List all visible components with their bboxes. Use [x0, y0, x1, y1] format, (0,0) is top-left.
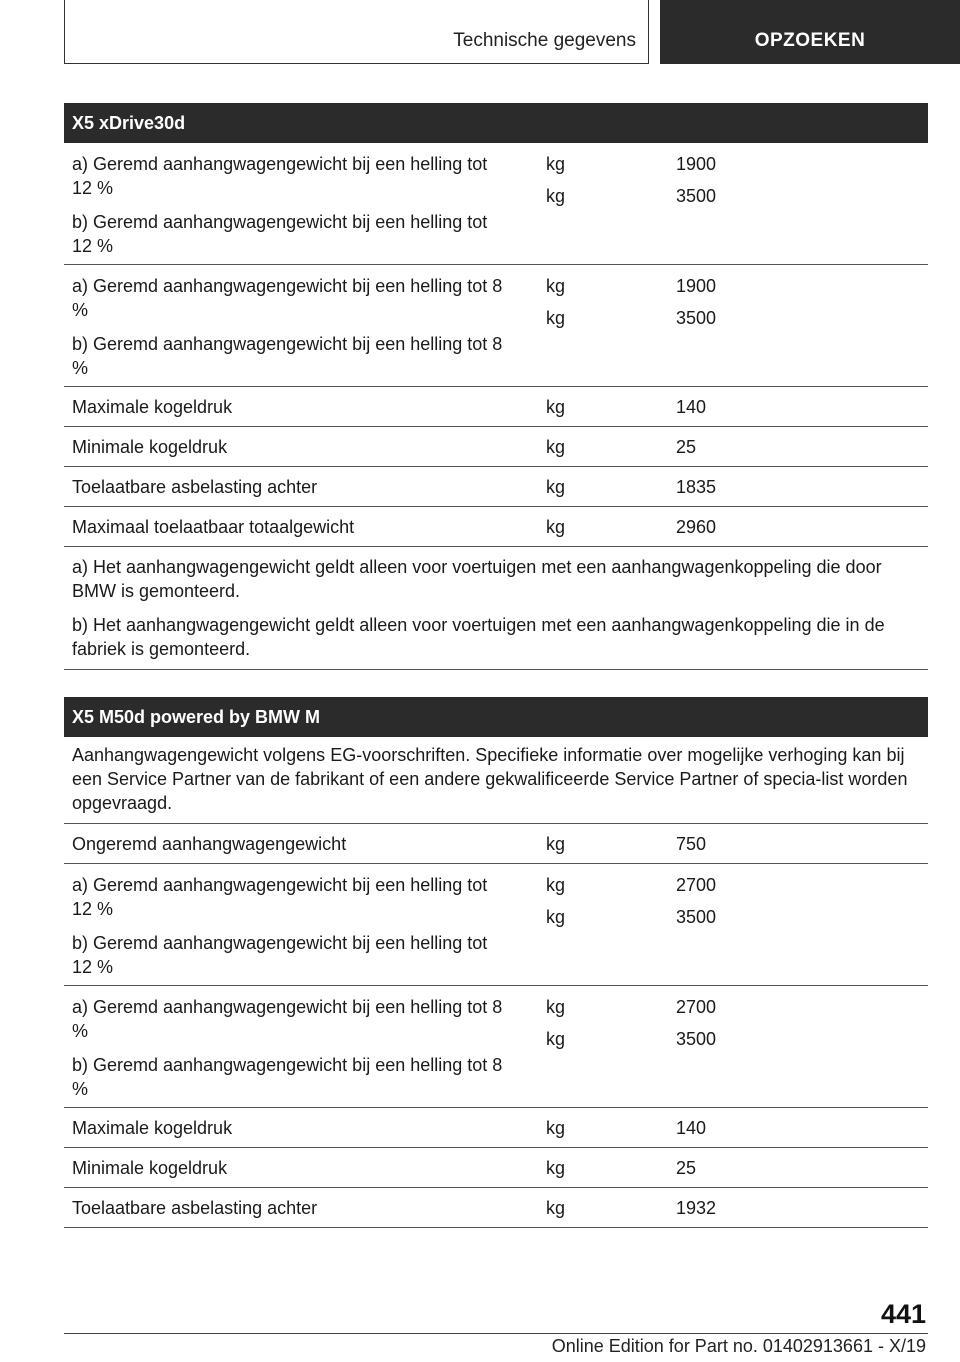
row-unit: kg	[546, 477, 566, 497]
value-a: 2700	[676, 875, 717, 895]
table-row	[64, 1148, 928, 1188]
value-a: 2700	[676, 997, 717, 1017]
row-value: 25	[676, 437, 697, 457]
row-label: Toelaatbare asbelasting achter	[72, 1198, 318, 1218]
row-unit: kg	[546, 517, 566, 537]
row-label: Maximaal toelaatbaar totaalgewicht	[72, 517, 355, 537]
row-label-a: a) Geremd aanhangwagengewicht bij een helling tot 12 %	[72, 875, 488, 919]
row-value: 750	[676, 834, 707, 854]
table-row	[64, 265, 928, 387]
section-title: Technische gegevens	[453, 30, 636, 51]
row-label: Minimale kogeldruk	[72, 1158, 228, 1178]
page-number: 441	[880, 1299, 926, 1329]
table-row	[64, 1108, 928, 1148]
footnotes	[64, 547, 928, 670]
row-value: 140	[676, 1118, 707, 1138]
row-value: 1932	[676, 1198, 717, 1218]
row-unit: kg	[546, 1118, 566, 1138]
row-label-b: b) Geremd aanhangwagengewicht bij een helling tot 12 %	[72, 212, 488, 256]
table-row	[64, 387, 928, 427]
row-label-a: a) Geremd aanhangwagengewicht bij een helling tot 12 %	[72, 154, 488, 198]
table-row	[64, 427, 928, 467]
row-unit: kg	[546, 1158, 566, 1178]
table-row	[64, 864, 928, 986]
row-value: 25	[676, 1158, 697, 1178]
table-row	[64, 1188, 928, 1228]
value-b: 3500	[676, 308, 717, 328]
row-label-b: b) Geremd aanhangwagengewicht bij een helling tot 8 %	[72, 1055, 503, 1099]
footer-divider	[64, 1333, 928, 1334]
value-b: 3500	[676, 1029, 717, 1049]
unit-b: kg	[546, 186, 566, 206]
row-value: 140	[676, 397, 707, 417]
row-value: 1835	[676, 477, 717, 497]
table-row	[64, 824, 928, 864]
row-label-b: b) Geremd aanhangwagengewicht bij een helling tot 8 %	[72, 334, 503, 378]
unit-b: kg	[546, 907, 566, 927]
row-unit: kg	[546, 437, 566, 457]
unit-a: kg	[546, 875, 566, 895]
section-title-box	[64, 0, 649, 64]
table-row	[64, 986, 928, 1108]
footer-edition: Online Edition for Part no. 01402913661 - X/19	[551, 1336, 926, 1356]
table-title: X5 xDrive30d	[64, 103, 928, 143]
row-value: 2960	[676, 517, 717, 537]
row-label-a: a) Geremd aanhangwagengewicht bij een helling tot 8 %	[72, 276, 503, 320]
value-b: 3500	[676, 186, 717, 206]
unit-a: kg	[546, 276, 566, 296]
table-title: X5 M50d powered by BMW M	[64, 697, 928, 737]
value-a: 1900	[676, 276, 717, 296]
row-label: Ongeremd aanhangwagengewicht	[72, 834, 347, 854]
row-unit: kg	[546, 1198, 566, 1218]
table-row	[64, 143, 928, 265]
row-label-a: a) Geremd aanhangwagengewicht bij een helling tot 8 %	[72, 997, 503, 1041]
unit-a: kg	[546, 997, 566, 1017]
row-unit: kg	[546, 834, 566, 854]
table-row	[64, 507, 928, 547]
row-label: Minimale kogeldruk	[72, 437, 228, 457]
row-label: Maximale kogeldruk	[72, 1118, 233, 1138]
row-label: Maximale kogeldruk	[72, 397, 233, 417]
table-x5-xdrive30d	[64, 103, 928, 670]
table-x5-m50d	[64, 697, 928, 1228]
tab-opzoeken[interactable]	[660, 0, 960, 64]
value-a: 1900	[676, 154, 717, 174]
value-b: 3500	[676, 907, 717, 927]
row-label: Toelaatbare asbelasting achter	[72, 477, 318, 497]
footnote-b: b) Het aanhangwagengewicht geldt alleen voor voertuigen met een aanhangwagenkoppeling die in de fabriek is gemonteerd.	[72, 615, 885, 659]
page-header	[64, 0, 960, 66]
table-intro	[64, 737, 928, 824]
intro-text: Aanhangwagengewicht volgens EG-voorschriften. Specifieke informatie over mogelijke verhoging kan bij een Service Partner van de fabrikant of een andere gekwalificeerde Service Partner of specia-list worden opgevraagd.	[72, 745, 908, 813]
table-row	[64, 467, 928, 507]
footnote-a: a) Het aanhangwagengewicht geldt alleen voor voertuigen met een aanhangwagenkoppeling die door BMW is gemonteerd.	[72, 557, 882, 601]
row-label-b: b) Geremd aanhangwagengewicht bij een helling tot 12 %	[72, 933, 488, 977]
unit-b: kg	[546, 1029, 566, 1049]
unit-b: kg	[546, 308, 566, 328]
unit-a: kg	[546, 154, 566, 174]
row-unit: kg	[546, 397, 566, 417]
tab-label: OPZOEKEN	[754, 30, 866, 51]
